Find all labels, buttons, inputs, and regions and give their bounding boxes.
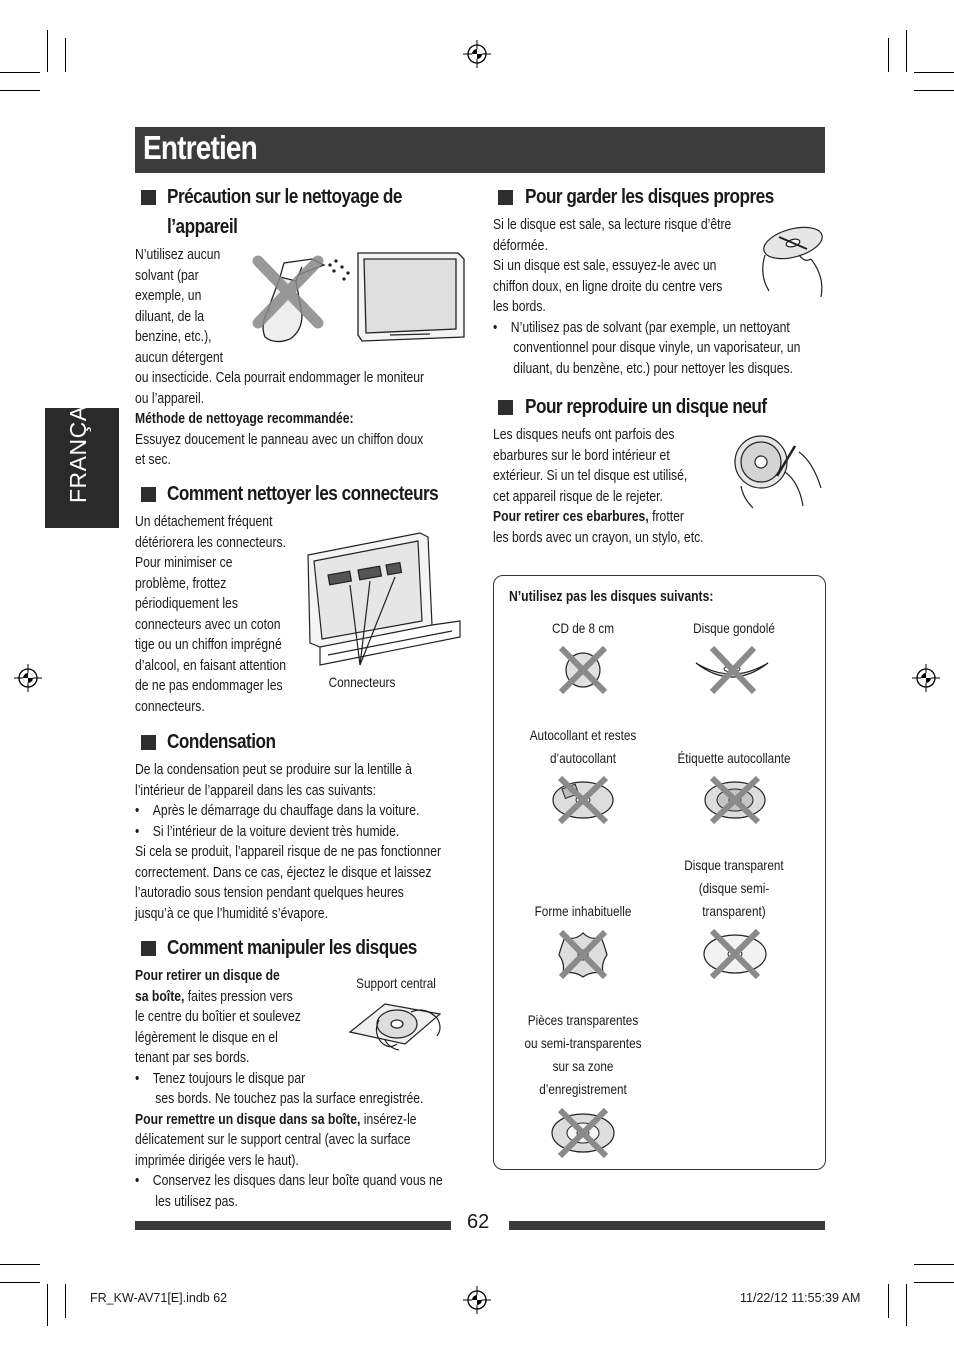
paragraph: N’utilisez aucun solvant (par exemple, un diluant, de la benzine, etc.), aucun détergent ou insecticide. Cela pourrait endommager le moniteur ou l’appareil. Méthode de nettoyage recommandée: Essuyez doucement le panneau avec un chiffon doux et sec. xyxy=(135,247,425,468)
crop-mark xyxy=(906,1284,907,1326)
section-bullet-icon xyxy=(141,190,156,205)
crop-mark xyxy=(0,1264,40,1265)
page-number: 62 xyxy=(467,1211,490,1233)
section-bullet-icon xyxy=(141,941,156,956)
registration-mark-icon xyxy=(14,664,42,692)
registration-mark-icon xyxy=(912,664,940,692)
page-title: Entretien xyxy=(143,129,257,166)
paragraph: Si le disque est sale, sa lecture risque d’être déformée. Si un disque est sale, essuyez-le avec un chiffon doux, en ligne droite du centre vers les bords. • N’utilisez pas de solvant (par exemple, un nettoyant conventionnel pour disque vinyle, un vaporisateur, un diluant, du benzène, etc.) pour nettoyer les disques. xyxy=(493,217,801,377)
transparent-disc-icon xyxy=(700,927,770,982)
connectors-illustration xyxy=(300,525,468,673)
section-heading: Pour reproduire un disque neuf xyxy=(525,396,767,418)
print-file-info: FR_KW-AV71[E].indb 62 xyxy=(90,1291,228,1305)
crop-mark xyxy=(65,1284,66,1318)
disc-label: Pièces transparentes ou semi-transparentes sur sa zone d’enregistrement xyxy=(524,1012,642,1097)
warning-box-title: N’utilisez pas les disques suivants: xyxy=(509,589,714,605)
figure-caption: Support central xyxy=(356,975,436,991)
section-heading: Condensation xyxy=(167,731,276,753)
odd-shape-disc-icon xyxy=(553,927,613,982)
disc-label: Disque gondolé xyxy=(693,620,775,636)
sticker-disc-icon xyxy=(548,775,618,825)
language-side-tab xyxy=(45,382,119,528)
disc-label: CD de 8 cm xyxy=(551,620,615,636)
crop-mark xyxy=(906,30,907,72)
language-label: FRANÇAIS xyxy=(65,382,91,503)
disc-case-hand-illustration xyxy=(345,992,447,1054)
section-heading: Pour garder les disques propres xyxy=(525,186,774,208)
section-heading: Comment manipuler les disques xyxy=(167,937,417,959)
label-disc-icon xyxy=(700,775,770,825)
crop-mark xyxy=(914,72,954,73)
crop-mark xyxy=(47,30,48,72)
disc-label: Étiquette autocollante xyxy=(677,750,791,766)
footer-rule xyxy=(135,1221,451,1230)
figure-caption: Connecteurs xyxy=(328,674,396,690)
crop-mark xyxy=(888,1284,889,1318)
registration-mark-icon xyxy=(463,1286,491,1314)
crop-mark xyxy=(47,1284,48,1326)
section-bullet-icon xyxy=(141,487,156,502)
disc-label: Disque transparent (disque semi- transparent) xyxy=(684,857,784,919)
section-bullet-icon xyxy=(498,190,513,205)
paragraph: De la condensation peut se produire sur la lentille à l’intérieur de l’appareil dans les cas suivants: • Après le démarrage du chauffage dans la voiture. • Si l’intérieur de la voiture devient très humide. Si cela se produit, l’appareil risque de ne pas fonctionner correctement. Dans ce cas, éjectez le disque et laissez l’autoradio sous tension pendant quelques heures jusqu’à ce que l’humidité s’évapore. xyxy=(135,762,442,922)
paragraph: Un détachement fréquent détériorera les connecteurs. Pour minimiser ce problème, frottez périodiquement les connecteurs avec un coton tige ou un chiffon imprégné d’alcool, en faisant attention de ne pas endommager les connecteurs. xyxy=(135,514,287,715)
cd-8cm-icon xyxy=(555,645,611,695)
crop-mark xyxy=(0,1282,40,1283)
section-heading: Comment nettoyer les connecteurs xyxy=(167,483,439,505)
crop-mark xyxy=(914,90,954,91)
semi-transparent-disc-icon xyxy=(548,1106,618,1161)
crop-mark xyxy=(914,1282,954,1283)
section-heading: Précaution sur le nettoyage de xyxy=(167,186,402,208)
disc-wiping-illustration xyxy=(755,215,830,300)
warped-disc-icon xyxy=(692,645,772,695)
paragraph: Les disques neufs ont parfois des ebarbures sur le bord intérieur et extérieur. Si un tel disque est utilisé, cet appareil risque de le rejeter. Pour retirer ces ebarbures, frotter les bords avec un crayon, un stylo, etc. xyxy=(493,427,704,546)
disc-label: Forme inhabituelle xyxy=(534,903,632,919)
crop-mark xyxy=(888,38,889,72)
footer-rule xyxy=(509,1221,825,1230)
page-title-bar xyxy=(135,127,825,173)
crop-mark xyxy=(0,72,40,73)
disc-label: Autocollant et restes d’autocollant xyxy=(529,727,637,766)
crop-mark xyxy=(65,38,66,72)
print-datetime: 11/22/12 11:55:39 AM xyxy=(740,1291,861,1305)
crop-mark xyxy=(914,1264,954,1265)
paragraph: Pour retirer un disque de sa boîte, faites pression vers le centre du boîtier et soulevez légèrement le disque en el tenant par ses bords. • Tenez toujours le disque par ses bords. Ne touchez pas la surface enregistrée. Pour remettre un disque dans sa boîte, insérez-le délicatement sur le support central (avec la surface imprimée dirigée vers le haut). • Conservez les disques dans leur boîte quand vous ne les utilisez pas. xyxy=(135,968,443,1210)
disc-deburring-illustration xyxy=(733,432,825,510)
section-heading: l’appareil xyxy=(167,216,238,238)
section-bullet-icon xyxy=(141,735,156,750)
spray-monitor-illustration xyxy=(250,245,465,350)
section-bullet-icon xyxy=(498,400,513,415)
registration-mark-icon xyxy=(463,40,491,68)
crop-mark xyxy=(0,90,40,91)
